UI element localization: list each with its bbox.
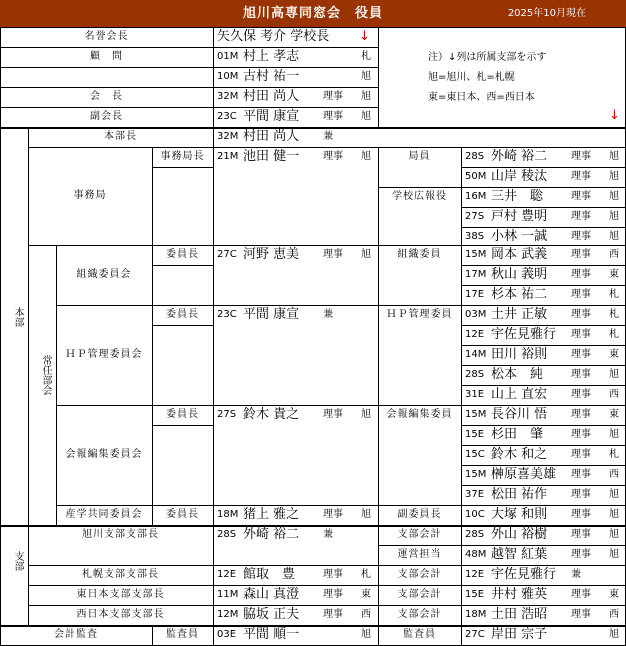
person-id: 27C [465, 629, 485, 640]
person-name: 土田 浩昭 [491, 607, 548, 622]
person-branch: 旭 [609, 629, 619, 640]
person-branch: 旭 [361, 71, 371, 82]
person-branch: 西 [609, 469, 619, 480]
person-name: 外崎 裕二 [491, 149, 548, 164]
person-role: 兼 [323, 529, 333, 540]
person-id: 38S [465, 231, 485, 242]
person-role [571, 625, 605, 645]
person-id: 15C [465, 449, 485, 460]
person-branch: 札 [361, 569, 371, 580]
branch-role-label: 支部会計 [397, 529, 442, 540]
person-branch: 西 [361, 609, 371, 620]
section-head-label: 委員長 [166, 249, 199, 260]
rule [0, 127, 626, 129]
advisor-label: 顧 問 [90, 51, 123, 62]
rule [0, 625, 626, 627]
person-branch: 東 [609, 409, 619, 420]
person-id: 17M [465, 269, 487, 280]
person-role: 理事 [571, 469, 591, 480]
jonin-label: 常任部会 [40, 355, 51, 395]
rule [0, 87, 378, 88]
title-bar [0, 0, 626, 27]
person-branch: 札 [361, 51, 371, 62]
person-branch: 旭 [609, 549, 619, 560]
branch-role-label: 支部会計 [397, 609, 442, 620]
person-branch: 旭 [361, 409, 371, 420]
honorary-label: 名誉会長 [84, 31, 129, 42]
person-id: 27S [217, 409, 237, 420]
rule [56, 505, 626, 506]
person-id: 15M [465, 409, 487, 420]
person-branch: 旭 [609, 429, 619, 440]
person-name: 山上 直宏 [491, 387, 548, 402]
person-id: 28S [465, 151, 485, 162]
branch-name: 旭川支部支部長 [82, 529, 159, 540]
person-name: 平間 康宣 [243, 307, 300, 322]
rule [213, 27, 214, 127]
person-branch: 札 [609, 329, 619, 340]
person-name: 館取 豊 [243, 567, 296, 582]
person-id: 15E [465, 429, 485, 440]
audit-head-label: 監査員 [166, 629, 199, 640]
person-id: 01M [217, 51, 239, 62]
person-name: 宇佐見雅行 [491, 327, 557, 342]
rule [152, 325, 213, 326]
person-branch: 西 [609, 249, 619, 260]
person-name: 山岸 稜汰 [491, 169, 548, 184]
person-branch: 旭 [609, 509, 619, 520]
person-branch: 旭 [609, 171, 619, 182]
person-branch: 東 [609, 589, 619, 600]
branch-name: 東日本支部支部長 [76, 589, 165, 600]
group-label: 局員 [408, 151, 431, 162]
section-head-label: 委員長 [166, 309, 199, 320]
honorary-value: 矢久保 考介 学校長 [217, 29, 330, 44]
honbu-label: 本部 [12, 307, 23, 327]
person-role: 理事 [571, 409, 591, 420]
person-name: 三井 聡 [491, 189, 544, 204]
person-role: 理事 [571, 369, 591, 380]
person-role: 理事 [571, 171, 591, 182]
person-role: 理事 [323, 409, 343, 420]
person-role: 理事 [571, 191, 591, 202]
note-line2: 旭=旭川、札=札幌 [428, 72, 515, 83]
person-id: 12M [217, 609, 239, 620]
person-id: 37E [465, 489, 485, 500]
person-role: 理事 [571, 449, 591, 460]
person-id: 23C [217, 309, 237, 320]
vice-president-label: 副会長 [90, 111, 123, 122]
rule [0, 27, 626, 28]
person-role: 理事 [571, 549, 591, 560]
rule [461, 365, 626, 366]
section-name: 会報編集委員会 [65, 449, 143, 460]
person-role: 理事 [323, 589, 343, 600]
person-role [323, 67, 357, 87]
person-role: 理事 [571, 269, 591, 280]
rule [0, 27, 1, 646]
person-branch: 札 [609, 449, 619, 460]
person-id: 50M [465, 171, 487, 182]
person-branch: 旭 [361, 111, 371, 122]
person-role: 理事 [571, 249, 591, 260]
person-role: 理事 [323, 249, 343, 260]
officer-table [0, 27, 626, 646]
person-role: 理事 [571, 329, 591, 340]
person-id: 15M [465, 469, 487, 480]
person-id: 14M [465, 349, 487, 360]
person-name: 秋山 義明 [491, 267, 548, 282]
person-id: 28S [465, 369, 485, 380]
page-title: 旭川高専同窓会 役員 [242, 6, 383, 21]
rule [461, 207, 626, 208]
person-name: 土井 正敏 [491, 307, 548, 322]
section-name: 産学共同委員会 [65, 509, 143, 520]
rule [28, 565, 626, 566]
branch-role-label: 支部会計 [397, 569, 442, 580]
person-id: 12E [465, 329, 485, 340]
rule [0, 107, 378, 108]
rule [461, 465, 626, 466]
director-label: 本部長 [104, 131, 137, 142]
person-role: 理事 [323, 111, 343, 122]
section-name: 組織委員会 [76, 269, 132, 280]
person-name: 平間 順一 [243, 627, 300, 642]
rule [56, 245, 57, 525]
person-id: 28S [465, 529, 485, 540]
shibu-label: 支部 [12, 551, 23, 571]
person-branch: 旭 [361, 629, 371, 640]
person-role: 兼 [323, 131, 333, 142]
audit-member-label: 監査員 [403, 629, 436, 640]
rule [0, 525, 626, 527]
person-branch: 旭 [361, 151, 371, 162]
rule [378, 147, 379, 645]
person-branch: 札 [609, 289, 619, 300]
person-name: 村上 孝志 [243, 49, 300, 64]
person-id: 48M [465, 549, 487, 560]
person-role: 理事 [571, 389, 591, 400]
person-role: 理事 [571, 529, 591, 540]
person-name: 戸村 豊明 [491, 209, 548, 224]
person-id: 21M [217, 151, 239, 162]
rule [378, 27, 379, 127]
person-role: 理事 [571, 289, 591, 300]
person-id: 18M [465, 609, 487, 620]
audit-label: 会計監査 [54, 629, 98, 640]
person-id: 16M [465, 191, 487, 202]
person-id: 17E [465, 289, 485, 300]
rule [56, 405, 626, 406]
person-branch: 旭 [361, 91, 371, 102]
person-id: 10C [465, 509, 485, 520]
person-name: 大塚 和則 [491, 507, 548, 522]
person-name: 松田 祐作 [491, 487, 548, 502]
rule [28, 585, 626, 586]
person-branch: 旭 [609, 231, 619, 242]
person-id: 12E [217, 569, 237, 580]
rule [0, 67, 378, 68]
person-role: 理事 [323, 509, 343, 520]
person-id: 23C [217, 111, 237, 122]
rule [461, 325, 626, 326]
person-id: 31E [465, 389, 485, 400]
person-id: 03M [465, 309, 487, 320]
branch-role-label: 支部会計 [397, 589, 442, 600]
rule [461, 385, 626, 386]
person-role: 理事 [571, 589, 591, 600]
person-branch: 西 [609, 389, 619, 400]
person-branch: 札 [609, 309, 619, 320]
person-branch [361, 305, 375, 325]
person-branch: 旭 [361, 509, 371, 520]
person-role: 理事 [571, 429, 591, 440]
rule [461, 485, 626, 486]
person-id: 18M [217, 509, 239, 520]
person-branch [361, 127, 375, 147]
person-id: 15M [465, 249, 487, 260]
person-name: 田川 裕則 [491, 347, 548, 362]
person-branch: 旭 [609, 151, 619, 162]
rule [378, 545, 626, 546]
person-role: 理事 [323, 91, 343, 102]
person-role [323, 47, 357, 67]
person-role: 理事 [571, 609, 591, 620]
branch-name: 札幌支部支部長 [82, 569, 159, 580]
person-id: 32M [217, 91, 239, 102]
person-name: 岸田 宗子 [491, 627, 548, 642]
section-head-label: 委員長 [166, 509, 199, 520]
person-name: 宇佐見雅行 [491, 567, 557, 582]
rule [28, 127, 29, 525]
rule [461, 425, 626, 426]
person-name: 松本 純 [491, 367, 544, 382]
branch-name: 西日本支部支部長 [76, 609, 165, 620]
person-role: 兼 [323, 309, 333, 320]
person-id: 27S [465, 211, 485, 222]
rule [461, 265, 626, 266]
section-head-label: 事務局長 [160, 151, 205, 162]
person-id: 10M [217, 71, 239, 82]
as-of-date: 2025年10月現在 [507, 8, 586, 19]
group-label: 学校広報役 [392, 191, 447, 202]
rule [28, 147, 626, 148]
person-name: 河野 恵美 [243, 247, 300, 262]
person-name: 村田 尚人 [243, 129, 300, 144]
group-label: 副委員長 [397, 509, 442, 520]
rule [28, 525, 29, 625]
person-branch: 旭 [609, 369, 619, 380]
rule [461, 147, 462, 645]
person-name: 外山 裕樹 [491, 527, 548, 542]
person-branch: 旭 [609, 529, 619, 540]
person-branch: 旭 [609, 211, 619, 222]
person-role: 理事 [323, 609, 343, 620]
person-branch: 旭 [609, 489, 619, 500]
person-name: 平間 康宣 [243, 109, 300, 124]
person-role: 理事 [571, 509, 591, 520]
group-label: 組織委員 [397, 249, 442, 260]
person-id: 28S [217, 529, 237, 540]
section-head-label: 委員長 [166, 409, 199, 420]
person-name: 森山 真澄 [243, 587, 300, 602]
rule [461, 345, 626, 346]
person-name: 池田 健一 [243, 149, 300, 164]
person-branch: 東 [609, 269, 619, 280]
person-name: 猪上 雅之 [243, 507, 300, 522]
branch-role-label: 運営担当 [397, 549, 442, 560]
person-role: 理事 [571, 349, 591, 360]
person-id: 32M [217, 131, 239, 142]
rule [152, 147, 153, 525]
person-branch: 旭 [609, 191, 619, 202]
group-label: 会報編集委員 [386, 409, 453, 420]
person-branch: 西 [609, 609, 619, 620]
person-name: 越智 紅葉 [491, 547, 548, 562]
person-role: 理事 [571, 231, 591, 242]
person-name: 村田 尚人 [243, 89, 300, 104]
person-branch [609, 565, 623, 585]
person-role: 理事 [323, 569, 343, 580]
rule [28, 245, 626, 246]
rule [56, 305, 626, 306]
rule [213, 127, 214, 645]
person-id: 15E [465, 589, 485, 600]
branch-column-arrow: ↓ [359, 29, 370, 44]
person-branch: 東 [361, 589, 371, 600]
person-role: 理事 [571, 309, 591, 320]
president-label: 会 長 [90, 91, 123, 102]
person-role: 理事 [571, 489, 591, 500]
rule [0, 47, 378, 48]
person-branch: 旭 [361, 249, 371, 260]
person-branch: 東 [609, 349, 619, 360]
person-name: 古村 祐一 [243, 69, 300, 84]
person-role: 理事 [323, 151, 343, 162]
person-branch [361, 525, 375, 545]
person-name: 杉田 肇 [491, 427, 544, 442]
person-id: 12E [465, 569, 485, 580]
person-name: 鈴木 和之 [491, 447, 548, 462]
rule [461, 285, 626, 286]
branch-column-arrow: ↓ [609, 108, 620, 123]
section-name: 事務局 [73, 190, 107, 201]
rule [152, 625, 153, 645]
rule [28, 605, 626, 606]
person-name: 岡本 武義 [491, 247, 548, 262]
section-name: ＨＰ管理委員会 [65, 349, 143, 360]
rule [461, 227, 626, 228]
note-line1: 注）↓列は所属支部を示す [428, 52, 547, 63]
person-name: 杉本 祐二 [491, 287, 548, 302]
rule [152, 265, 213, 266]
rule [378, 187, 626, 188]
rule [461, 445, 626, 446]
person-role: 理事 [571, 151, 591, 162]
person-name: 井村 雅英 [491, 587, 548, 602]
person-role: 兼 [571, 569, 581, 580]
group-label: ＨＰ管理委員 [386, 309, 453, 320]
rule [461, 167, 626, 168]
person-name: 脇坂 正夫 [243, 607, 300, 622]
person-id: 27C [217, 249, 237, 260]
rule [152, 425, 213, 426]
rule [152, 167, 213, 168]
person-id: 03E [217, 629, 237, 640]
note-line3: 東=東日本、西=西日本 [428, 92, 535, 103]
person-name: 小林 一誠 [491, 229, 548, 244]
person-id: 11M [217, 589, 239, 600]
person-name: 榊原喜美雄 [491, 467, 557, 482]
person-name: 長谷川 悟 [491, 407, 548, 422]
person-name: 鈴木 貴之 [243, 407, 300, 422]
person-role [323, 625, 357, 645]
person-role: 理事 [571, 211, 591, 222]
person-name: 外崎 裕二 [243, 527, 300, 542]
